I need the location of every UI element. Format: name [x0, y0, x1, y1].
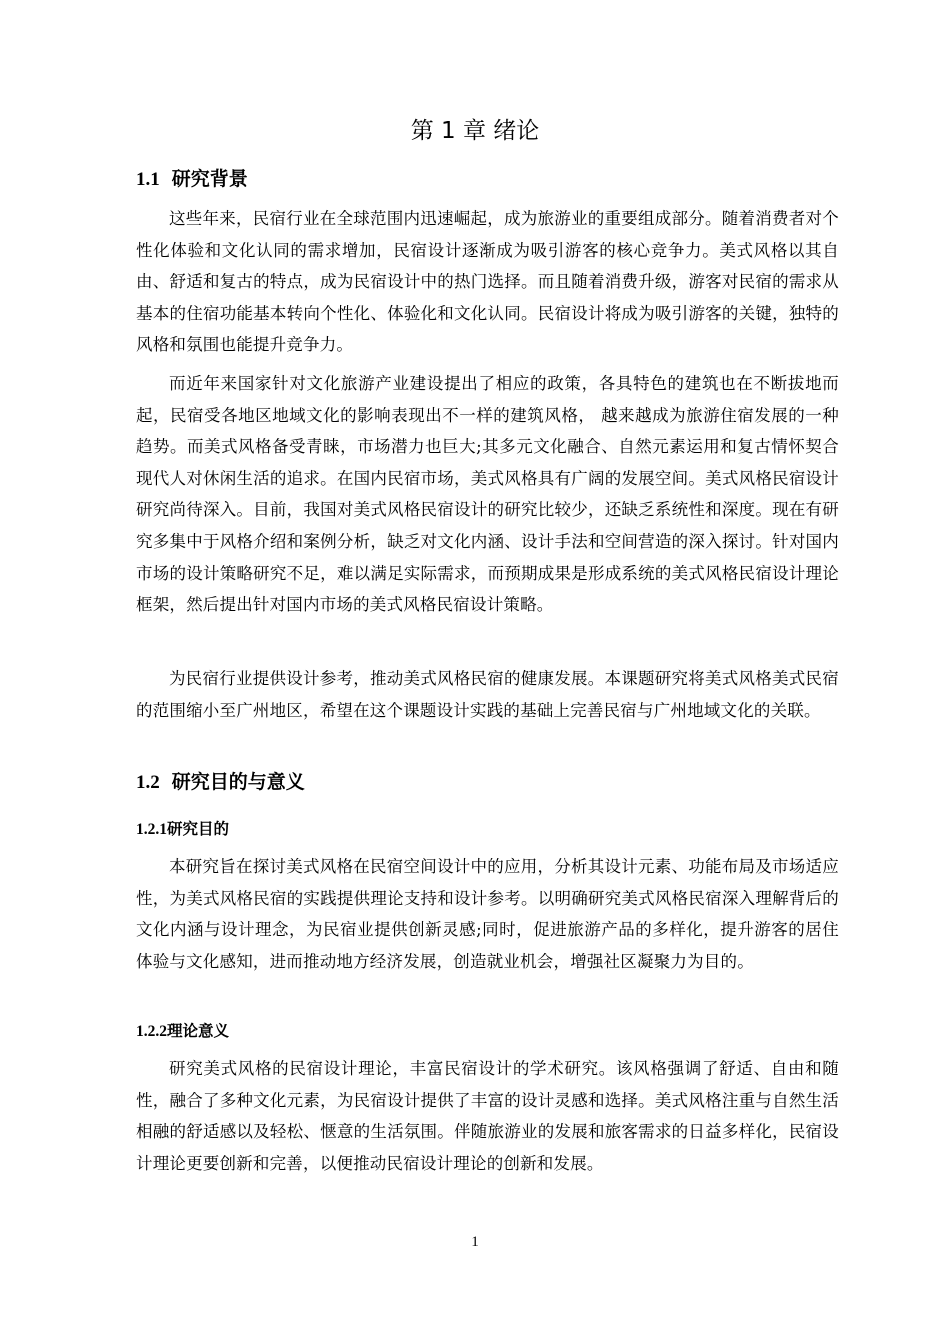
chapter-title: 第 1 章 绪论: [410, 118, 540, 144]
section-heading-1-1: [136, 164, 248, 195]
section-heading-1-2: [136, 767, 305, 798]
section-title: 研究目的与意义: [171, 771, 305, 793]
paragraph-theory: 研究美式风格的民宿设计理论，丰富民宿设计的学术研究。该风格强调了舒适、自由和随性，融合了多种文化元素，为民宿设计提供了丰富的设计灵感和选择。美式风格注重与自然生活相融的舒适感以及轻松、惬意的生活氛围。伴随旅游业的发展和旅客需求的日益多样化，民宿设计理论更要创新和完善，以便推动民宿设计理论的创新和发展。: [136, 1059, 839, 1173]
subsection-heading-1-2-1: [136, 816, 229, 843]
section-title: 研究背景: [171, 168, 248, 190]
paragraph-background-3: 为民宿行业提供设计参考，推动美式风格民宿的健康发展。本课题研究将美式风格美式民宿的范围缩小至广州地区，希望在这个课题设计实践的基础上完善民宿与广州地域文化的关联。: [136, 669, 839, 720]
paragraph-background-1: 这些年来，民宿行业在全球范围内迅速崛起，成为旅游业的重要组成部分。随着消费者对个性化体验和文化认同的需求增加，民宿设计逐渐成为吸引游客的核心竞争力。美式风格以其自由、舒适和复古的特点，成为民宿设计中的热门选择。而且随着消费升级，游客对民宿的需求从基本的住宿功能基本转向个性化、体验化和文化认同。民宿设计将成为吸引游客的关键，独特的风格和氛围也能提升竞争力。: [136, 209, 839, 355]
subsection-title: 研究目的: [167, 820, 230, 838]
paragraph-purpose: 本研究旨在探讨美式风格在民宿空间设计中的应用，分析其设计元素、功能布局及市场适应性，为美式风格民宿的实践提供理论支持和设计参考。以明确研究美式风格民宿深入理解背后的文化内涵与设计理念，为民宿业提供创新灵感;同时，促进旅游产品的多样化，提升游客的居住体验与文化感知，进而推动地方经济发展，创造就业机会，增强社区凝聚力为目的。: [136, 857, 839, 971]
page-number: 1: [471, 1234, 479, 1250]
subsection-number: 1.2.1: [136, 821, 167, 838]
section-number: 1.2: [136, 772, 160, 793]
paragraph-background-2: 而近年来国家针对文化旅游产业建设提出了相应的政策，各具特色的建筑也在不断拔地而起，民宿受各地区地域文化的影响表现出不一样的建筑风格， 越来越成为旅游住宿发展的一种趋势。而美式风格备受青睐，市场潜力也巨大;其多元文化融合、自然元素运用和复古情怀契合现代人对休闲生活的追求。在国内民宿市场，美式风格具有广阔的发展空间。美式风格民宿设计研究尚待深入。目前，我国对美式风格民宿设计的研究比较少，还缺乏系统性和深度。现在有研究多集中于风格介绍和案例分析，缺乏对文化内涵、设计手法和空间营造的深入探讨。针对国内市场的设计策略研究不足，难以满足实际需求，而预期成果是形成系统的美式风格民宿设计理论框架，然后提出针对国内市场的美式风格民宿设计策略。: [136, 374, 839, 615]
subsection-number: 1.2.2: [136, 1023, 167, 1040]
subsection-heading-1-2-2: [136, 1018, 229, 1045]
subsection-title: 理论意义: [167, 1022, 230, 1040]
section-number: 1.1: [136, 169, 160, 190]
